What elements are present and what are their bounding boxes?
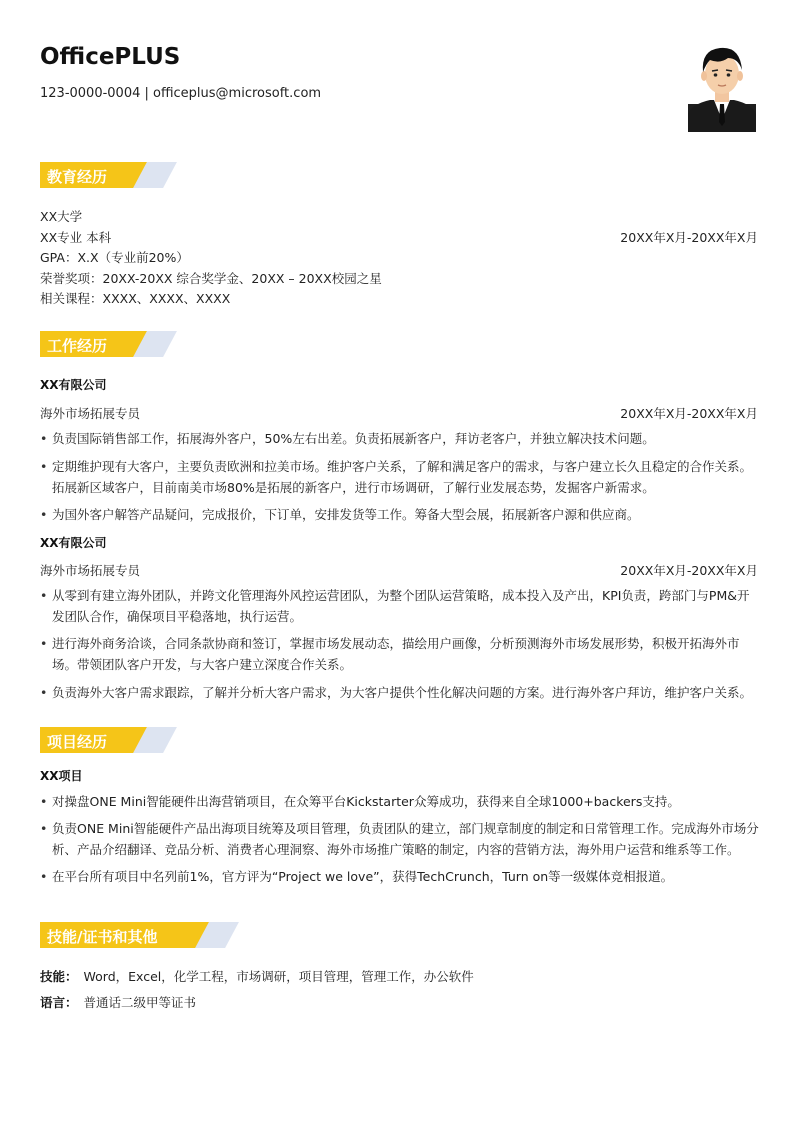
list-item: • 定期维护现有大客户，主要负责欧洲和拉美市场。维护客户关系，了解和满足客户的需求，与客户建立长久且稳定的合作关系。拓展新区域客户，目前南美市场80%是拓展的新客户，进行市场调研，了解行业发展态势，发掘客户新需求。 bbox=[52, 456, 760, 498]
list-item: • 进行海外商务洽谈，合同条款协商和签订，掌握市场发展动态，描绘用户画像，分析预测海外市场发展形势，积极开拓海外市场。带领团队客户开发，与大客户建立深度合作关系。 bbox=[52, 633, 760, 675]
skills-line bbox=[40, 967, 474, 985]
job-date: 20XX年X月-20XX年X月 bbox=[620, 406, 758, 421]
company-name: XX有限公司 bbox=[40, 378, 107, 392]
gpa: GPA：X.X（专业前20%） bbox=[40, 250, 189, 265]
list-item: • 为国外客户解答产品疑问，完成报价，下订单，安排发货等工作。筹备大型会展，拓展新客户源和供应商。 bbox=[52, 504, 760, 525]
skills-value: Word，Excel，化学工程，市场调研，项目管理，管理工作，办公软件 bbox=[83, 969, 474, 984]
list-item: • 负责海外大客户需求跟踪，了解并分析大客户需求，为大客户提供个性化解决问题的方案。进行海外客户拜访，维护客户关系。 bbox=[52, 682, 760, 703]
section-title: 工作经历 bbox=[47, 337, 108, 355]
section-projects-header bbox=[40, 727, 240, 753]
section-title: 项目经历 bbox=[47, 733, 108, 751]
job-position: 海外市场拓展专员 bbox=[40, 563, 141, 578]
language-label: 语言： bbox=[40, 995, 78, 1010]
language-line bbox=[40, 993, 196, 1011]
avatar-icon bbox=[688, 44, 756, 132]
list-item: • 在平台所有项目中名列前1%，官方评为“Project we love”，获得TechCrunch，Turn on等一级媒体竞相报道。 bbox=[52, 866, 760, 887]
section-title: 教育经历 bbox=[47, 168, 108, 186]
contact-info: 123-0000-0004 | officeplus@microsoft.com bbox=[40, 86, 322, 101]
major: XX专业 本科 bbox=[40, 230, 112, 245]
section-title: 技能/证书和其他 bbox=[47, 928, 158, 946]
company-name: XX有限公司 bbox=[40, 536, 107, 550]
list-item: • 负责ONE Mini智能硬件产品出海项目统筹及项目管理，负责团队的建立，部门规章制度的制定和日常管理工作。完成海外市场分析、产品介绍翻译、竞品分析、消费者心理洞察、海外市场推广策略的制定，内容的营销方法，海外用户运营和维系等工作。 bbox=[52, 818, 760, 860]
job-position: 海外市场拓展专员 bbox=[40, 406, 141, 421]
courses: 相关课程：XXXX、XXXX、XXXX bbox=[40, 291, 231, 306]
section-education-header bbox=[40, 162, 240, 188]
section-skills-header bbox=[40, 922, 240, 948]
skills-label: 技能： bbox=[40, 969, 78, 984]
list-item: • 对操盘ONE Mini智能硬件出海营销项目，在众筹平台Kickstarter众筹成功，获得来自全球1000+backers支持。 bbox=[52, 791, 760, 812]
honors: 荣誉奖项：20XX-20XX 综合奖学金、20XX – 20XX校园之星 bbox=[40, 271, 382, 286]
job-date: 20XX年X月-20XX年X月 bbox=[620, 563, 758, 578]
education-date: 20XX年X月-20XX年X月 bbox=[620, 230, 758, 245]
resume-name: OfficePLUS bbox=[40, 44, 181, 70]
language-value: 普通话二级甲等证书 bbox=[83, 995, 197, 1010]
list-item: • 从零到有建立海外团队，并跨文化管理海外风控运营团队，为整个团队运营策略，成本投入及产出，KPI负责，跨部门与PM&开发团队合作，确保项目平稳落地，执行运营。 bbox=[52, 585, 760, 627]
section-work-header bbox=[40, 331, 240, 357]
list-item: • 负责国际销售部工作，拓展海外客户，50%左右出差。负责拓展新客户，拜访老客户，并独立解决技术问题。 bbox=[52, 428, 760, 449]
project-name: XX项目 bbox=[40, 769, 83, 783]
school-name: XX大学 bbox=[40, 209, 83, 224]
